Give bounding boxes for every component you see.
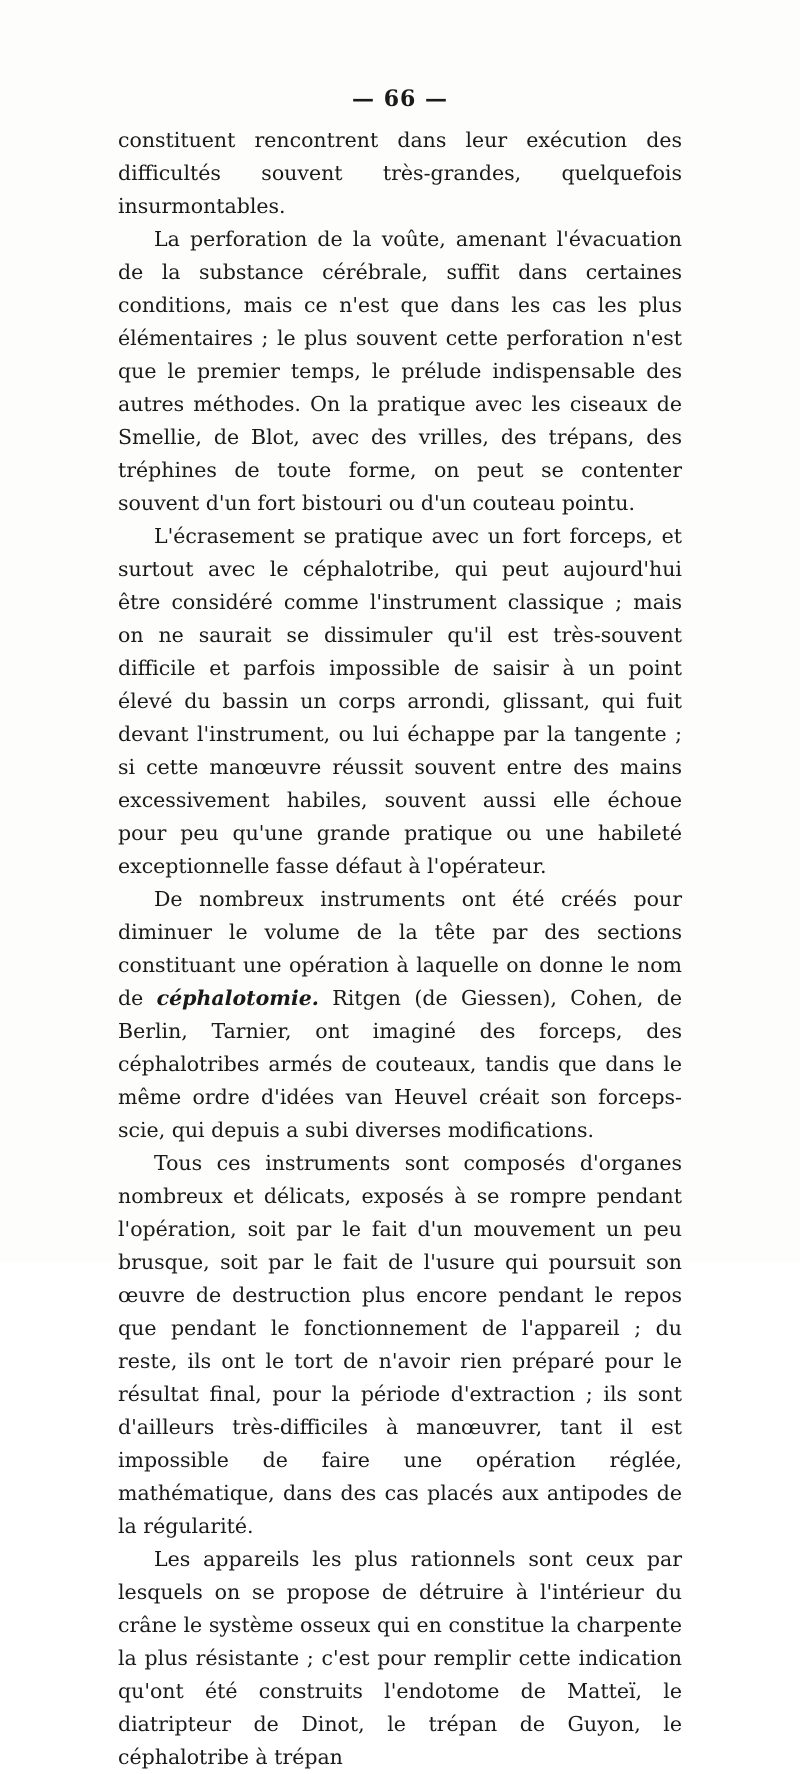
paragraph: La perforation de la voûte, amenant l'évacuation de la substance cérébrale, suffit dans certaines conditions, mais ce n'est que dans les cas les plus élémentaires ; le plus souvent cette perforation n'est que le premier temps, le prélude indispensable des autres méthodes. On la pratique avec les ciseaux de Smellie, de Blot, avec des vrilles, des trépans, des tréphines de toute forme, on peut se contenter souvent d'un fort bistouri ou d'un couteau pointu.: [118, 227, 682, 515]
paragraph: Tous ces instruments sont composés d'organes nombreux et délicats, exposés à se rompre pendant l'opération, soit par le fait d'un mouvement un peu brusque, soit par le fait de l'usure qui poursuit son œuvre de destruction plus encore pendant le repos que pendant le fonctionnement de l'appareil ; du reste, ils ont le tort de n'avoir rien préparé pour le résultat final, pour la période d'extraction ; ils sont d'ailleurs très-difficiles à manœuvrer, tant il est impossible de faire une opération réglée, mathématique, dans des cas placés aux antipodes de la régularité.: [118, 1151, 682, 1538]
body-text: [118, 124, 682, 1774]
paragraph: Les appareils les plus rationnels sont ceux par lesquels on se propose de détruire à l'intérieur du crâne le système osseux qui en constitue la charpente la plus résistante ; c'est pour remplir cette indication qu'ont été construits l'endotome de Matteï, le diatripteur de Dinot, le trépan de Guyon, le céphalotribe à trépan: [118, 1547, 682, 1769]
paragraph: L'écrasement se pratique avec un fort forceps, et surtout avec le céphalotribe, qui peut aujourd'hui être considéré comme l'instrument classique ; mais on ne saurait se dissimuler qu'il est très-souvent difficile et parfois impossible de saisir à un point élevé du bassin un corps arrondi, glissant, qui fuit devant l'instrument, ou lui échappe par la tangente ; si cette manœuvre réussit souvent entre des mains excessivement habiles, souvent aussi elle échoue pour peu qu'une grande pratique ou une habileté exceptionnelle fasse défaut à l'opérateur.: [118, 524, 682, 878]
paragraph-text: Ritgen (de Giessen), Cohen, de Berlin, Tarnier, ont imaginé des forceps, des céphalotribes armés de couteaux, tandis que dans le même ordre d'idées van Heuvel créait son forceps-scie, qui depuis a subi diverses modifications.: [118, 986, 682, 1142]
paragraph: constituent rencontrent dans leur exécution des difficultés souvent très-grandes, quelquefois insurmontables.: [118, 128, 682, 218]
emphasized-term: céphalotomie.: [156, 986, 319, 1010]
paragraph-text: De nombreux instruments ont été créés pour diminuer le volume de la tête par des sections constituant une opération à laquelle on donne le nom de: [118, 887, 682, 1010]
page-number: — 66 —: [352, 86, 448, 112]
paragraph: [118, 883, 682, 1147]
